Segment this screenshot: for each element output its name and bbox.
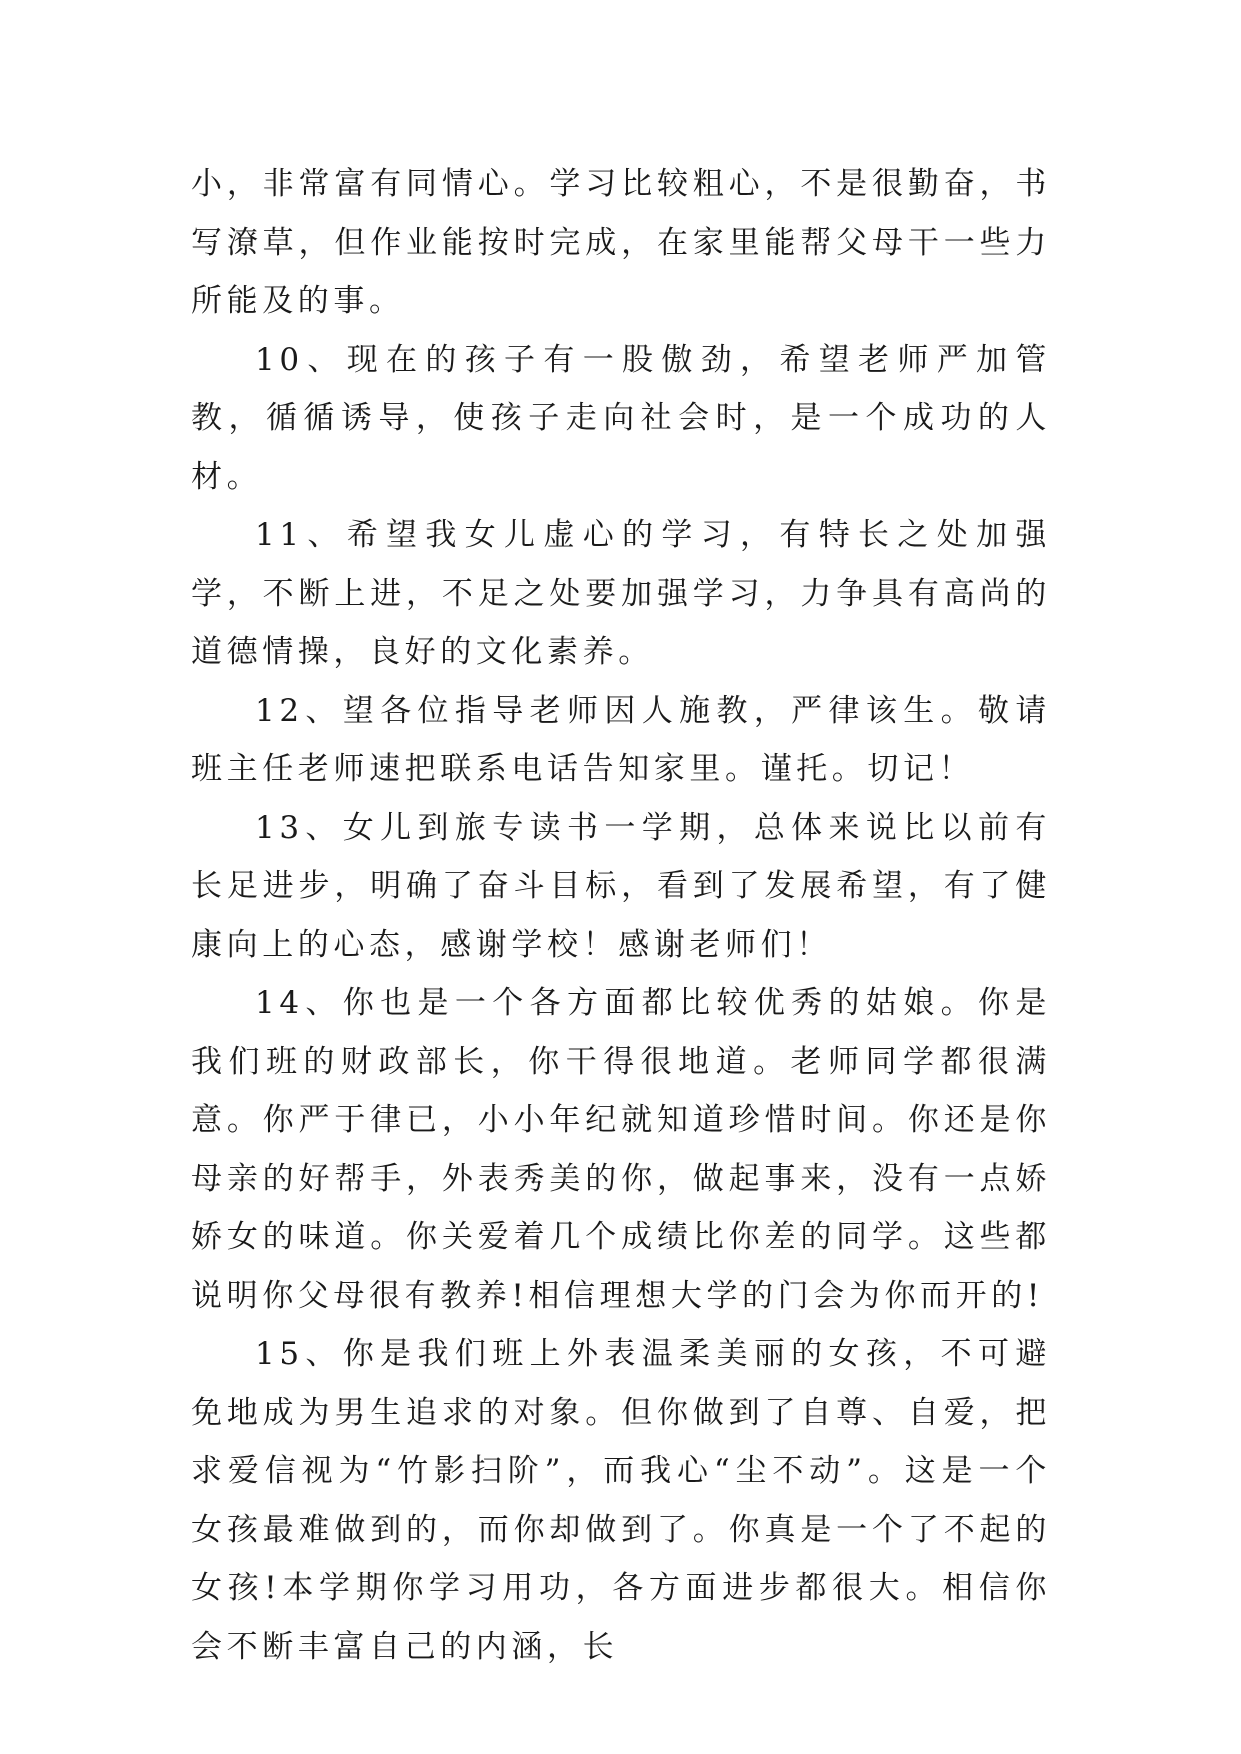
document-page (191, 155, 1051, 1676)
paragraph-item-14: 14、你也是一个各方面都比较优秀的姑娘。你是我们班的财政部长，你干得很地道。老师同学都很满意。你严于律已，小小年纪就知道珍惜时间。你还是你母亲的好帮手，外表秀美的你，做起事来，没有一点娇娇女的味道。你关爱着几个成绩比你差的同学。这些都说明你父母很有教养!相信理想大学的门会为你而开的! (191, 985, 1051, 1314)
paragraph-item-12: 12、望各位指导老师因人施教，严律该生。敬请班主任老师速把联系电话告知家里。谨托。切记！ (191, 692, 1051, 787)
paragraph-item-11: 11、希望我女儿虚心的学习，有特长之处加强学，不断上进，不足之处要加强学习，力争具有高尚的道德情操，良好的文化素养。 (191, 517, 1051, 670)
paragraph-item-15: 15、你是我们班上外表温柔美丽的女孩，不可避免地成为男生追求的对象。但你做到了自尊、自爱，把求爱信视为“竹影扫阶”，而我心“尘不动”。这是一个女孩最难做到的，而你却做到了。你真是一个了不起的女孩!本学期你学习用功，各方面进步都很大。相信你会不断丰富自己的内涵，长 (191, 1336, 1051, 1665)
paragraph-item-10: 10、现在的孩子有一股傲劲，希望老师严加管教，循循诱导，使孩子走向社会时，是一个成功的人材。 (191, 341, 1051, 495)
paragraph-item-13: 13、女儿到旅专读书一学期，总体来说比以前有长足进步，明确了奋斗目标，看到了发展希望，有了健康向上的心态，感谢学校！感谢老师们！ (191, 809, 1051, 963)
paragraph-continuation: 小，非常富有同情心。学习比较粗心，不是很勤奋，书写潦草，但作业能按时完成，在家里能帮父母干一些力所能及的事。 (191, 166, 1051, 319)
